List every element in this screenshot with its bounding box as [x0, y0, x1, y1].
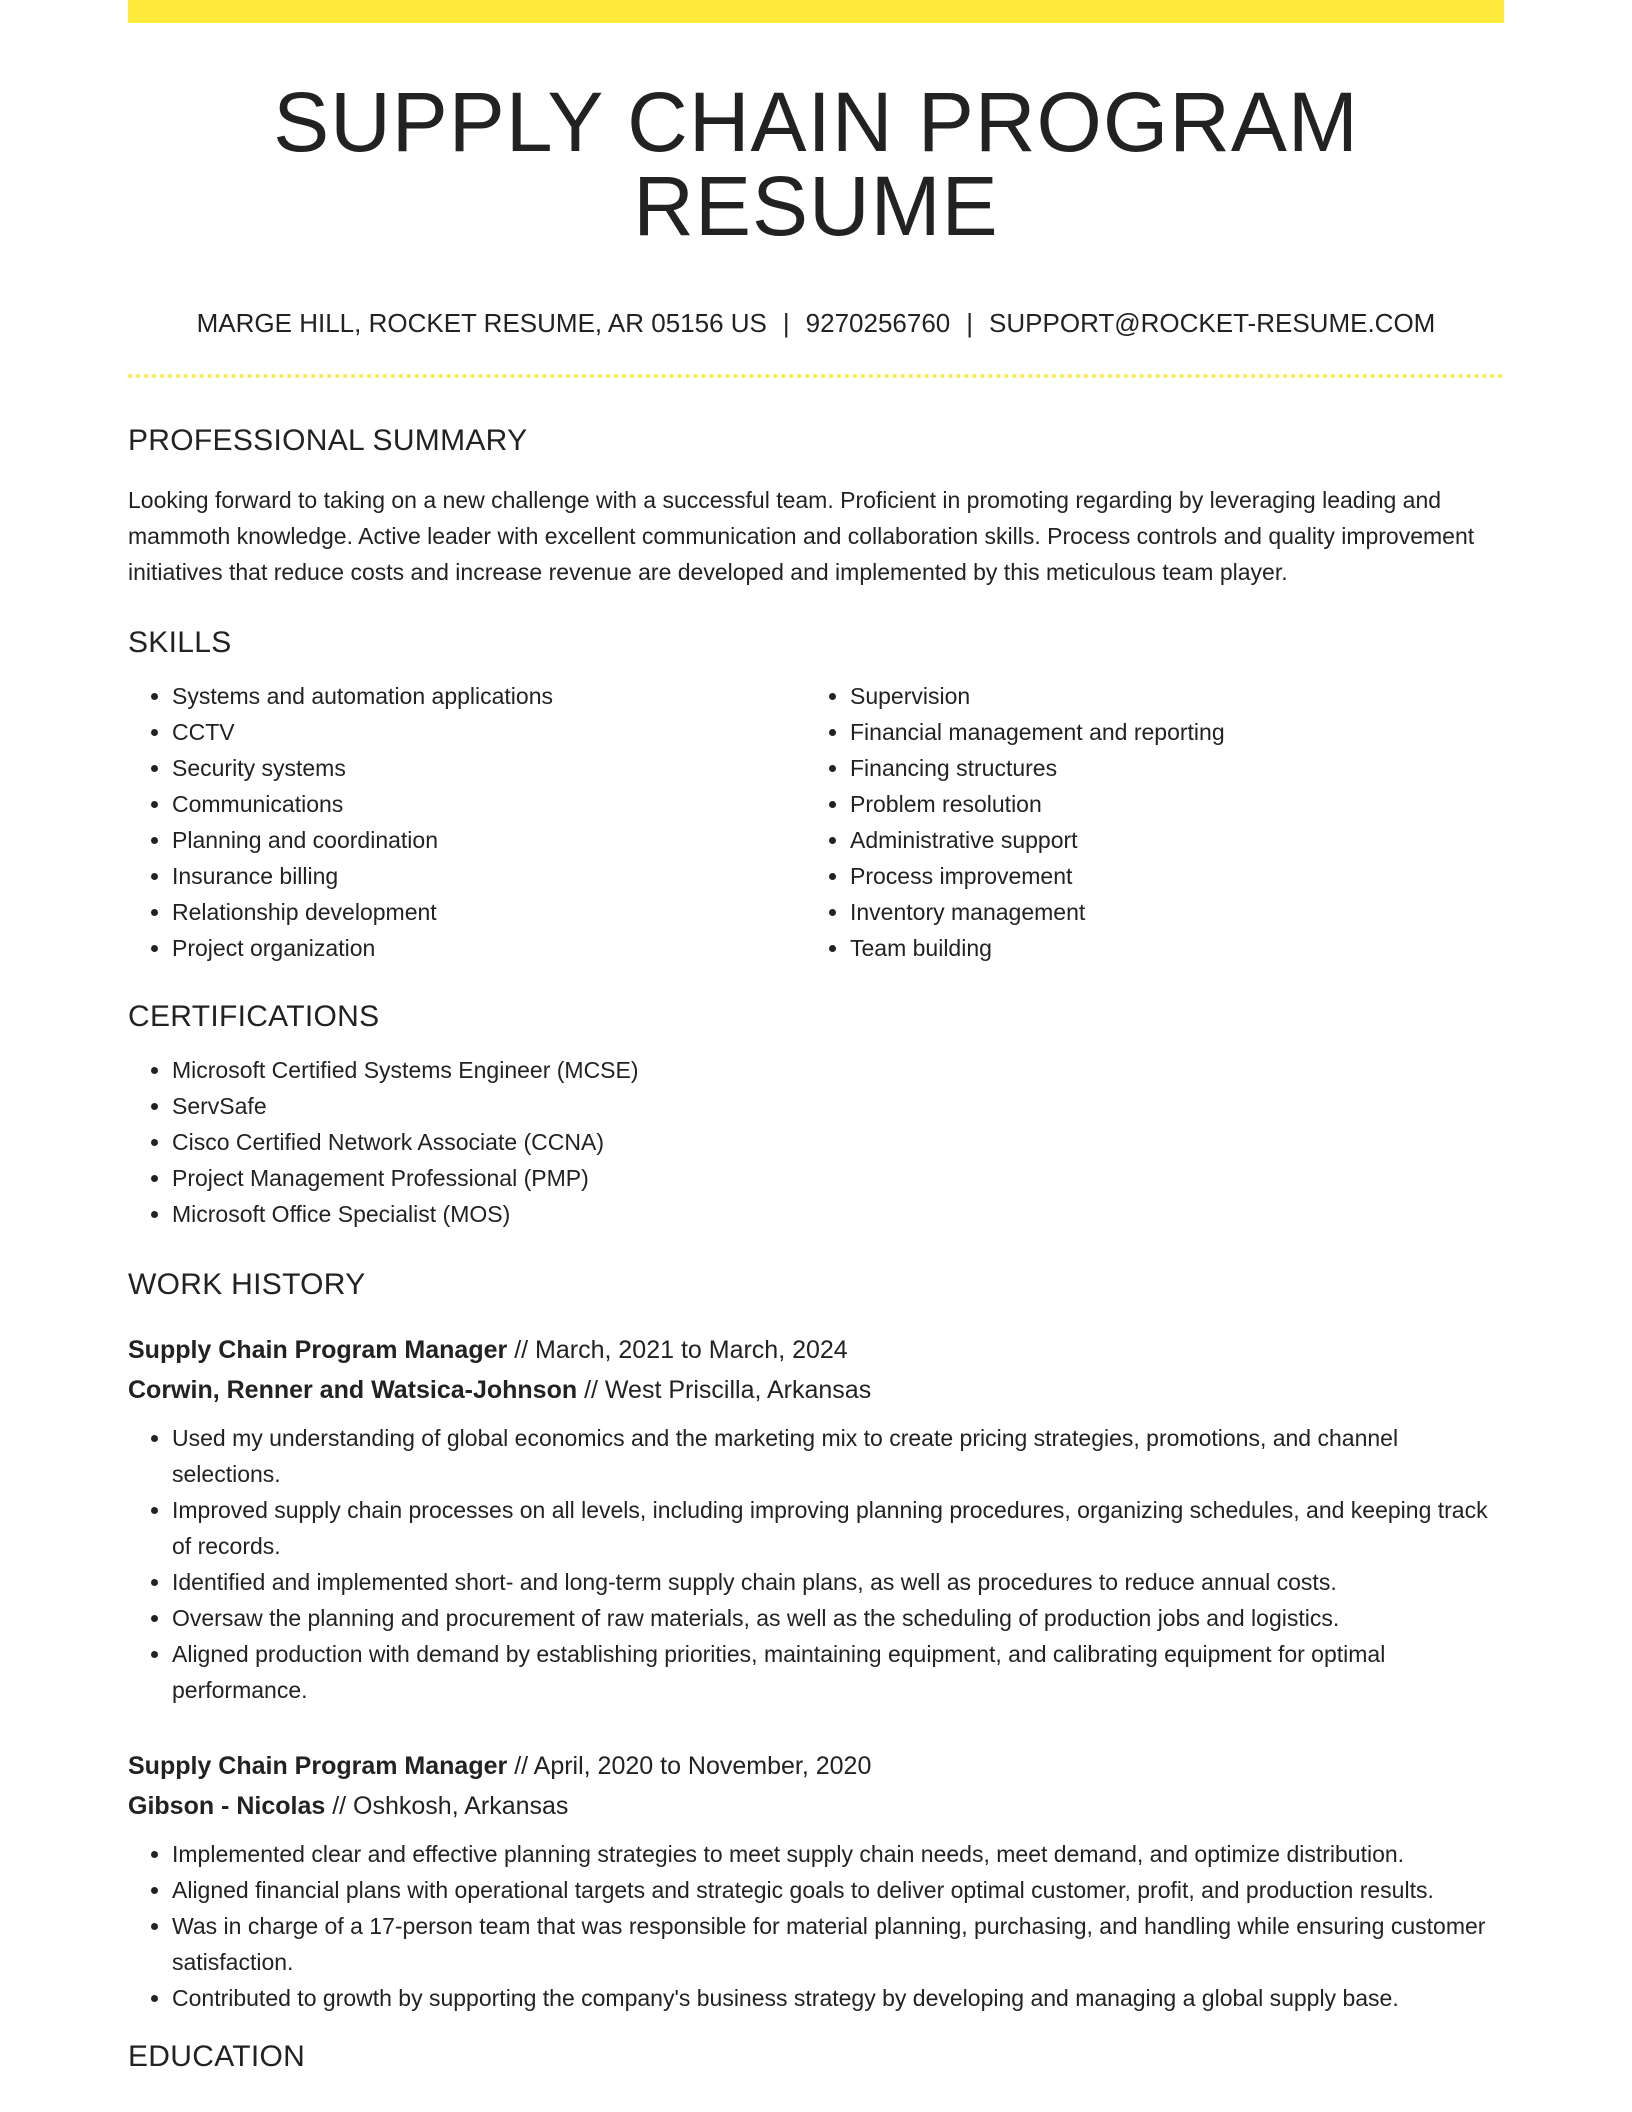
dotted-divider — [128, 374, 1504, 378]
skill-item: • Project organization — [172, 930, 806, 966]
skill-item: • Process improvement — [850, 858, 1484, 894]
job-company-line — [128, 1370, 1504, 1410]
skill-item: • Financial management and reporting — [850, 714, 1484, 750]
certification-item: • Microsoft Office Specialist (MOS) — [172, 1196, 1504, 1232]
job-bullet: • Used my understanding of global economics and the marketing mix to create pricing strategies, promotions, and channel selections. — [172, 1420, 1504, 1492]
summary-text: Looking forward to taking on a new challenge with a successful team. Proficient in promoting regarding by leveraging leading and mammoth knowledge. Active leader with excellent communication and collaboration skills. Process controls and quality improvement initiatives that reduce costs and increase revenue are developed and implemented by this meticulous team player. — [128, 487, 1475, 585]
job-bullet: • Implemented clear and effective planning strategies to meet supply chain needs, meet demand, and optimize distribution. — [172, 1836, 1504, 1872]
certifications-heading: CERTIFICATIONS — [128, 1000, 380, 1033]
job-dates: // March, 2021 to March, 2024 — [507, 1336, 848, 1364]
certification-item: • ServSafe — [172, 1088, 1504, 1124]
skill-item: • Team building — [850, 930, 1484, 966]
job-bullets — [128, 1420, 1504, 1708]
contact-phone: 9270256760 — [805, 308, 951, 338]
skill-item: • Systems and automation applications — [172, 678, 806, 714]
job-bullet: • Aligned financial plans with operational targets and strategic goals to deliver optimal customer, profit, and production results. — [172, 1872, 1504, 1908]
job-entry — [128, 1746, 1504, 2016]
contact-email: SUPPORT@ROCKET-RESUME.COM — [989, 308, 1436, 338]
top-accent-bar — [128, 0, 1504, 23]
skill-item: • Relationship development — [172, 894, 806, 930]
job-title-line — [128, 1330, 1504, 1370]
skill-item: • Security systems — [172, 750, 806, 786]
work-history-heading: WORK HISTORY — [128, 1268, 366, 1301]
job-bullet: • Contributed to growth by supporting the company's business strategy by developing and managing a global supply base. — [172, 1980, 1504, 2016]
job-bullet: • Was in charge of a 17-person team that was responsible for material planning, purchasing, and handling while ensuring customer satisfaction. — [172, 1908, 1504, 1980]
contact-line — [128, 310, 1504, 336]
contact-address: MARGE HILL, ROCKET RESUME, AR 05156 US — [196, 308, 767, 338]
job-bullet: • Improved supply chain processes on all levels, including improving planning procedures, organizing schedules, and keeping track of records. — [172, 1492, 1504, 1564]
skill-item: • Administrative support — [850, 822, 1484, 858]
skill-item: • Planning and coordination — [172, 822, 806, 858]
job-company: Gibson - Nicolas — [128, 1792, 326, 1820]
job-entry — [128, 1330, 1504, 1708]
job-title-line — [128, 1746, 1504, 1786]
job-location: // Oshkosh, Arkansas — [325, 1792, 569, 1820]
summary-heading: PROFESSIONAL SUMMARY — [128, 424, 528, 457]
job-bullet: • Oversaw the planning and procurement of raw materials, as well as the scheduling of production jobs and logistics. — [172, 1600, 1504, 1636]
job-bullet: • Aligned production with demand by establishing priorities, maintaining equipment, and calibrating equipment for optimal performance. — [172, 1636, 1504, 1708]
document-title: SUPPLY CHAIN PROGRAM RESUME — [273, 75, 1359, 253]
skill-item: • Supervision — [850, 678, 1484, 714]
job-dates: // April, 2020 to November, 2020 — [507, 1752, 872, 1780]
skills-columns — [128, 678, 1504, 966]
certification-item: • Microsoft Certified Systems Engineer (MCSE) — [172, 1052, 1504, 1088]
skills-right-column — [806, 678, 1484, 966]
education-heading: EDUCATION — [128, 2040, 306, 2073]
job-title: Supply Chain Program Manager — [128, 1336, 508, 1364]
skills-left-column — [128, 678, 806, 966]
resume-page — [128, 0, 1504, 2072]
skill-item: • Financing structures — [850, 750, 1484, 786]
job-company-line — [128, 1786, 1504, 1826]
certifications-list — [128, 1052, 1504, 1232]
certification-item: • Project Management Professional (PMP) — [172, 1160, 1504, 1196]
job-company: Corwin, Renner and Watsica-Johnson — [128, 1376, 578, 1404]
skill-item: • Problem resolution — [850, 786, 1484, 822]
contact-separator: | — [966, 308, 974, 338]
skill-item: • Communications — [172, 786, 806, 822]
skill-item: • CCTV — [172, 714, 806, 750]
job-bullets — [128, 1836, 1504, 2016]
skill-item: • Inventory management — [850, 894, 1484, 930]
job-title: Supply Chain Program Manager — [128, 1752, 508, 1780]
certification-item: • Cisco Certified Network Associate (CCNA) — [172, 1124, 1504, 1160]
job-location: // West Priscilla, Arkansas — [577, 1376, 872, 1404]
skill-item: • Insurance billing — [172, 858, 806, 894]
contact-separator: | — [782, 308, 790, 338]
skills-heading: SKILLS — [128, 626, 232, 659]
job-bullet: • Identified and implemented short- and long-term supply chain plans, as well as procedures to reduce annual costs. — [172, 1564, 1504, 1600]
